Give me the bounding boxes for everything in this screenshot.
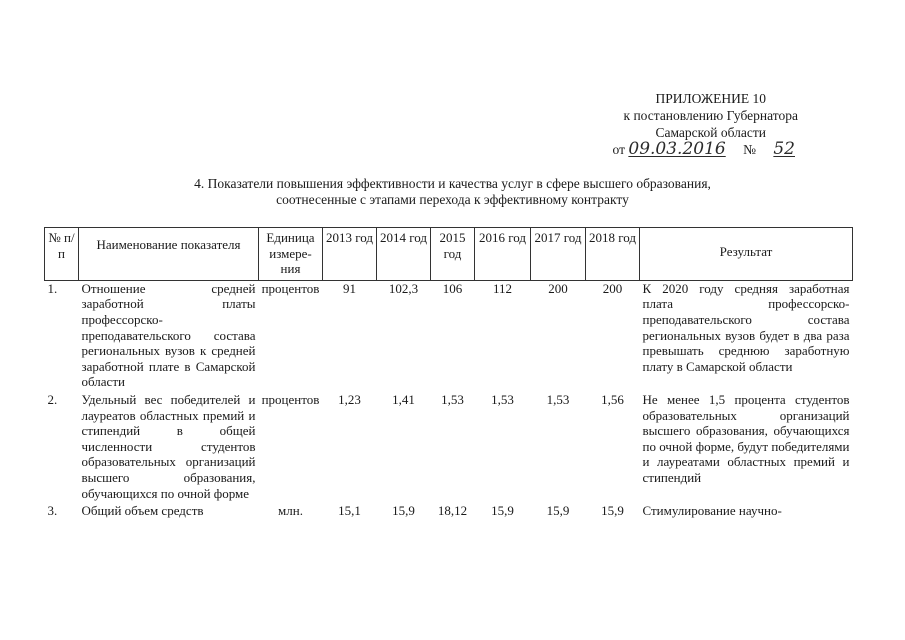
header-result: Результат (640, 228, 853, 281)
order-from-label: от (612, 142, 625, 157)
appendix-region-line: Самарской области (655, 125, 767, 140)
header-num: № п/п (45, 228, 79, 281)
row-unit: млн. (278, 503, 303, 519)
row-value-2015: 18,12 (437, 503, 468, 519)
row-indicator-name: Отношение средней заработной платы профессорско-преподавательского состава региональных вузов к средней заработной плате в Самарской области (81, 280, 256, 390)
row-unit: процентов (261, 391, 320, 407)
row-value-2013: 15,1 (338, 503, 361, 519)
header-unit: Единица измере-ния (259, 228, 323, 281)
row-value-2016: 112 (492, 280, 513, 296)
row-result: К 2020 году средняя заработная плата профессорско-преподавательского состава региональных вузов будет в два раза превышать среднюю заработную плату в Самарской области (642, 280, 850, 374)
table-header-row (45, 228, 853, 281)
section-title-line2: соотнесенные с этапами перехода к эффективному контракту (276, 192, 629, 207)
indicators-table (44, 227, 853, 521)
row-indicator-name: Удельный вес победителей и лауреатов областных премий и стипендий в общей численности студентов образовательных организаций высшего образования, обучающихся по очной форме (81, 391, 256, 501)
row-value-2016: 1,53 (491, 391, 514, 407)
row-indicator-name: Общий объем средств (81, 503, 204, 519)
appendix-title: ПРИЛОЖЕНИЕ 10 (655, 91, 767, 106)
section-title-line1: 4. Показатели повышения эффективности и качества услуг в сфере высшего образования, (194, 176, 711, 191)
appendix-order-line (613, 141, 809, 158)
row-result: Не менее 1,5 процента студентов образовательных организаций высшего образования, обучающихся по очной форме, будут победителями и лауреатами областных премий и стипендий (642, 391, 850, 485)
order-number-label: № (743, 142, 756, 157)
row-value-2017: 200 (548, 280, 568, 296)
header-2017: 2017 год (531, 228, 586, 281)
row-value-2013: 91 (343, 280, 356, 296)
table-row (45, 503, 853, 521)
row-value-2017: 1,53 (546, 391, 570, 407)
header-2015: 2015 год (431, 228, 475, 281)
row-value-2018: 15,9 (601, 503, 624, 519)
row-value-2017: 15,9 (546, 503, 570, 519)
row-value-2018: 1,56 (601, 391, 624, 407)
section-title (0, 176, 905, 208)
row-value-2015: 106 (442, 280, 463, 296)
row-value-2014: 102,3 (388, 280, 419, 296)
row-result: Стимулирование научно- (642, 503, 782, 519)
header-2013: 2013 год (323, 228, 377, 281)
row-value-2018: 200 (602, 280, 623, 296)
row-num: 1. (47, 280, 58, 296)
row-num: 2. (47, 391, 58, 407)
row-value-2014: 15,9 (392, 503, 415, 519)
row-value-2013: 1,23 (338, 391, 361, 407)
table-row (45, 392, 853, 503)
header-2014: 2014 год (377, 228, 431, 281)
row-value-2015: 1,53 (441, 391, 464, 407)
header-name: Наименование показателя (79, 228, 259, 281)
row-unit: процентов (261, 280, 320, 296)
order-date: 09.03.2016 (628, 139, 726, 159)
row-num: 3. (47, 503, 58, 519)
appendix-decree-line: к постановлению Губернатора (623, 108, 798, 123)
header-2016: 2016 год (475, 228, 531, 281)
row-value-2014: 1,41 (392, 391, 415, 407)
table-row (45, 280, 853, 392)
appendix-block (613, 90, 809, 158)
order-number: 52 (773, 139, 795, 159)
row-value-2016: 15,9 (491, 503, 514, 519)
header-2018: 2018 год (586, 228, 640, 281)
